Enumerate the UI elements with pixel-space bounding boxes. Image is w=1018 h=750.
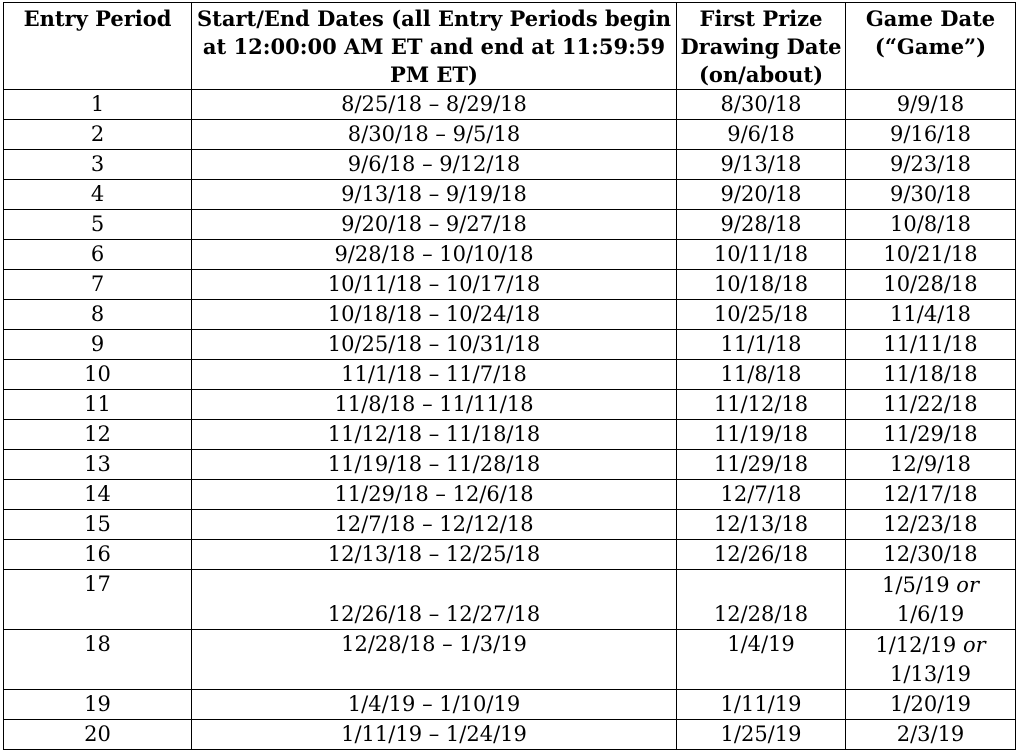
entry-period-cell: 4 [4, 180, 192, 210]
start-end-dates-cell: 10/18/18 – 10/24/18 [192, 300, 677, 330]
game-date-cell: 10/21/18 [846, 240, 1016, 270]
table-row [4, 720, 1016, 750]
game-date-cell: 9/9/18 [846, 90, 1016, 120]
entry-period-cell: 17 [4, 570, 192, 630]
game-date-cell: 9/23/18 [846, 150, 1016, 180]
start-end-dates-cell: 9/6/18 – 9/12/18 [192, 150, 677, 180]
game-date-cell [846, 570, 1016, 630]
drawing-date-cell: 9/28/18 [677, 210, 846, 240]
start-end-dates-cell: 9/13/18 – 9/19/18 [192, 180, 677, 210]
entry-period-cell: 1 [4, 90, 192, 120]
start-end-dates-cell: 12/26/18 – 12/27/18 [192, 570, 677, 630]
table-row [4, 90, 1016, 120]
drawing-date-cell: 11/29/18 [677, 450, 846, 480]
start-end-dates-cell: 1/4/19 – 1/10/19 [192, 690, 677, 720]
drawing-date-cell: 10/11/18 [677, 240, 846, 270]
game-date-cell: 11/22/18 [846, 390, 1016, 420]
game-date-cell: 1/20/19 [846, 690, 1016, 720]
game-date-cell: 10/8/18 [846, 210, 1016, 240]
table-row [4, 510, 1016, 540]
game-date-cell: 9/16/18 [846, 120, 1016, 150]
drawing-date-cell: 11/19/18 [677, 420, 846, 450]
drawing-date-cell: 12/26/18 [677, 540, 846, 570]
table-row [4, 150, 1016, 180]
game-date-cell [846, 630, 1016, 690]
drawing-date-cell: 12/13/18 [677, 510, 846, 540]
game-date-cell: 11/11/18 [846, 330, 1016, 360]
start-end-dates-cell: 8/25/18 – 8/29/18 [192, 90, 677, 120]
game-date-cell: 11/29/18 [846, 420, 1016, 450]
header-entry-period: Entry Period [4, 3, 192, 90]
game-date-cell: 12/23/18 [846, 510, 1016, 540]
entry-period-cell: 3 [4, 150, 192, 180]
start-end-dates-cell: 11/29/18 – 12/6/18 [192, 480, 677, 510]
start-end-dates-cell: 12/7/18 – 12/12/18 [192, 510, 677, 540]
game-date-cell: 10/28/18 [846, 270, 1016, 300]
start-end-dates-cell: 11/8/18 – 11/11/18 [192, 390, 677, 420]
drawing-date-cell: 8/30/18 [677, 90, 846, 120]
table-row [4, 210, 1016, 240]
table-row [4, 180, 1016, 210]
game-date-cell: 2/3/19 [846, 720, 1016, 750]
header-start-end-dates: Start/End Dates (all Entry Periods begin at 12:00:00 AM ET and end at 11:59:59 PM ET) [192, 3, 677, 90]
drawing-date-cell: 9/6/18 [677, 120, 846, 150]
drawing-date-cell: 10/25/18 [677, 300, 846, 330]
table-row [4, 270, 1016, 300]
drawing-date-cell: 11/1/18 [677, 330, 846, 360]
table-row [4, 690, 1016, 720]
entry-period-cell: 15 [4, 510, 192, 540]
entry-period-cell: 5 [4, 210, 192, 240]
entry-period-cell: 16 [4, 540, 192, 570]
table-row [4, 540, 1016, 570]
game-date-line [848, 571, 1013, 600]
drawing-date-cell: 9/13/18 [677, 150, 846, 180]
drawing-date-cell: 1/4/19 [677, 630, 846, 690]
game-date-cell: 12/9/18 [846, 450, 1016, 480]
drawing-date-cell: 1/11/19 [677, 690, 846, 720]
drawing-date-cell: 11/12/18 [677, 390, 846, 420]
table-row [4, 300, 1016, 330]
drawing-date-cell: 12/28/18 [677, 570, 846, 630]
start-end-dates-cell: 11/12/18 – 11/18/18 [192, 420, 677, 450]
game-date-cell: 12/17/18 [846, 480, 1016, 510]
game-date-or: or [956, 572, 979, 597]
drawing-date-cell: 10/18/18 [677, 270, 846, 300]
table-row [4, 360, 1016, 390]
table-row [4, 480, 1016, 510]
entry-schedule-table [3, 2, 1016, 750]
start-end-dates-cell: 10/11/18 – 10/17/18 [192, 270, 677, 300]
header-row [4, 3, 1016, 90]
table-row [4, 390, 1016, 420]
start-end-dates-cell: 11/1/18 – 11/7/18 [192, 360, 677, 390]
entry-period-cell: 11 [4, 390, 192, 420]
drawing-date-cell: 9/20/18 [677, 180, 846, 210]
start-end-dates-cell: 9/20/18 – 9/27/18 [192, 210, 677, 240]
entry-period-cell: 2 [4, 120, 192, 150]
game-date-cell: 12/30/18 [846, 540, 1016, 570]
start-end-dates-cell: 10/25/18 – 10/31/18 [192, 330, 677, 360]
entry-period-cell: 7 [4, 270, 192, 300]
game-date-cell: 9/30/18 [846, 180, 1016, 210]
table-row [4, 240, 1016, 270]
header-first-prize-drawing-date: First Prize Drawing Date (on/about) [677, 3, 846, 90]
drawing-date-cell: 12/7/18 [677, 480, 846, 510]
entry-period-cell: 8 [4, 300, 192, 330]
entry-period-cell: 6 [4, 240, 192, 270]
drawing-date-cell: 1/25/19 [677, 720, 846, 750]
game-date-primary: 1/5/19 [882, 572, 950, 597]
start-end-dates-cell: 1/11/19 – 1/24/19 [192, 720, 677, 750]
entry-period-cell: 19 [4, 690, 192, 720]
entry-period-cell: 20 [4, 720, 192, 750]
entry-period-cell: 13 [4, 450, 192, 480]
header-game-date: Game Date (“Game”) [846, 3, 1016, 90]
game-date-cell: 11/4/18 [846, 300, 1016, 330]
entry-period-cell: 9 [4, 330, 192, 360]
start-end-dates-cell: 9/28/18 – 10/10/18 [192, 240, 677, 270]
table-row [4, 630, 1016, 690]
entry-period-cell: 12 [4, 420, 192, 450]
entry-period-cell: 14 [4, 480, 192, 510]
table-row [4, 120, 1016, 150]
game-date-line [848, 631, 1013, 660]
game-date-alternate: 1/6/19 [896, 601, 965, 626]
start-end-dates-cell: 12/28/18 – 1/3/19 [192, 630, 677, 690]
table-row [4, 330, 1016, 360]
table-row [4, 450, 1016, 480]
game-date-cell: 11/18/18 [846, 360, 1016, 390]
entry-period-cell: 10 [4, 360, 192, 390]
start-end-dates-cell: 8/30/18 – 9/5/18 [192, 120, 677, 150]
start-end-dates-cell: 11/19/18 – 11/28/18 [192, 450, 677, 480]
table-row [4, 570, 1016, 630]
start-end-dates-cell: 12/13/18 – 12/25/18 [192, 540, 677, 570]
entry-period-cell: 18 [4, 630, 192, 690]
game-date-primary: 1/12/19 [875, 632, 957, 657]
game-date-alternate: 1/13/19 [890, 661, 971, 686]
game-date-or: or [962, 632, 986, 657]
table-row [4, 420, 1016, 450]
drawing-date-cell: 11/8/18 [677, 360, 846, 390]
